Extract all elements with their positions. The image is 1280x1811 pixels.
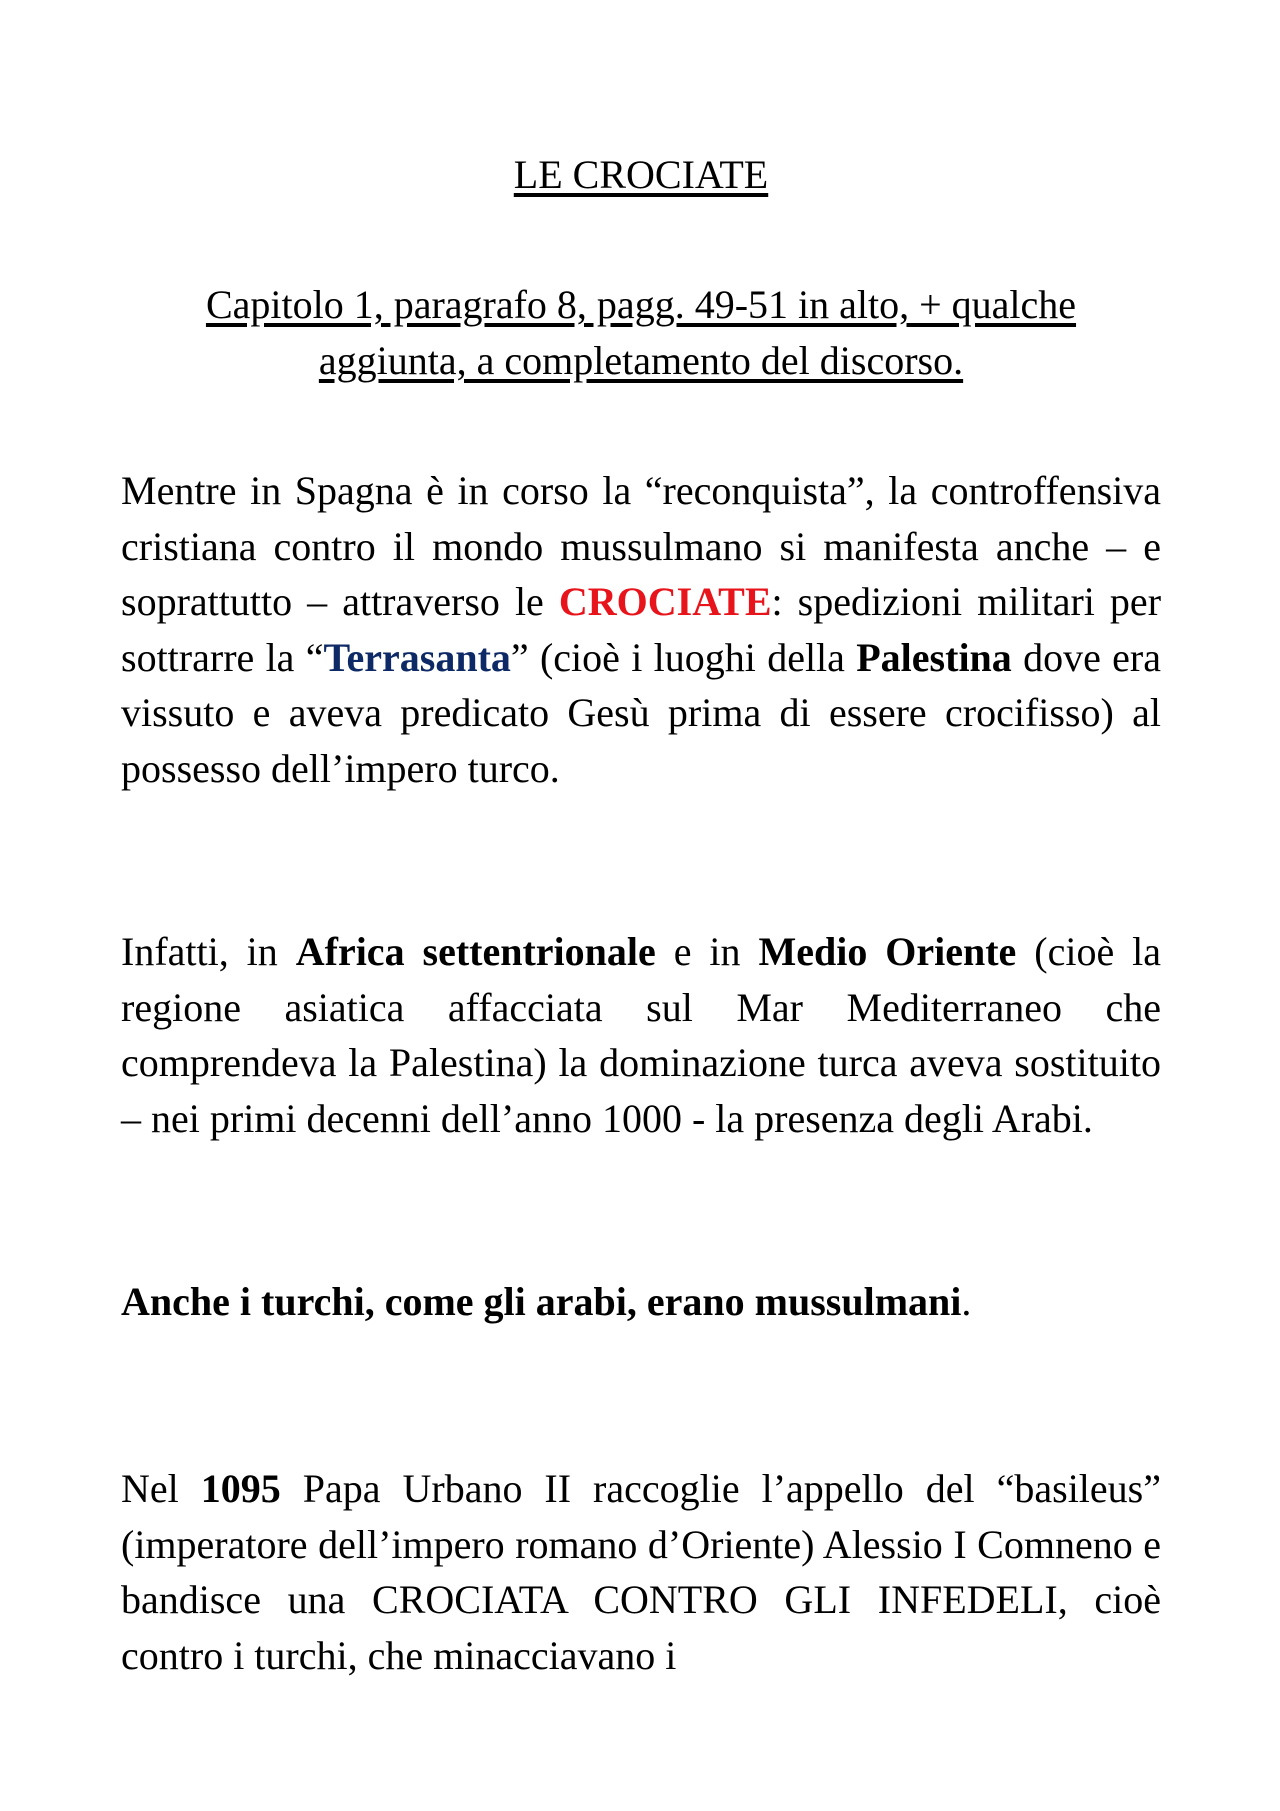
subtitle-line-2: aggiunta, a completamento del discorso. xyxy=(318,338,964,383)
paragraph-text: Infatti, in xyxy=(121,929,296,974)
bold-year-1095: 1095 xyxy=(200,1466,281,1511)
paragraph-text: ” (cioè i luoghi della xyxy=(510,634,857,680)
paragraph-text: Papa Urbano II raccoglie l’appello del “basileus” (imperatore dell’impero romano d’Oriente) Alessio I Comneno e bandisce una CROCIATA CONTRO GLI INFEDELI, cioè contro i turchi, che minacciavano i xyxy=(121,1466,1161,1678)
bold-africa-settentrionale: Africa settentrionale xyxy=(295,929,656,974)
paragraph-dominazione-turca xyxy=(121,924,1161,1146)
paragraph-text: (cioè la regione asiatica affacciata sul Mar Mediterraneo che comprendeva la Palestina) la dominazione turca aveva sostituito – nei primi decenni dell’anno 1000 - la presenza degli Arabi. xyxy=(121,929,1161,1141)
subtitle-line-1: Capitolo 1, paragrafo 8, pagg. 49-51 in alto, + qualche xyxy=(205,282,1077,327)
bold-statement: Anche i turchi, come gli arabi, erano mussulmani xyxy=(121,1279,962,1324)
document-title: LE CROCIATE xyxy=(513,152,769,197)
paragraph-turchi-mussulmani xyxy=(121,1274,1161,1330)
highlight-terrasanta: Terrasanta xyxy=(323,634,511,680)
highlight-crociate: CROCIATE xyxy=(558,579,772,624)
paragraph-text: . xyxy=(961,1279,972,1324)
paragraph-text: Mentre in Spagna è in corso la “reconquista”, la controffensiva cristiana contro il mondo mussulmano si manifesta anche – e soprattutto – attraverso le xyxy=(121,468,1161,624)
paragraph-text: : spedizioni militari per sottrarre la “ xyxy=(121,579,1162,680)
bold-medio-oriente: Medio Oriente xyxy=(758,929,1017,974)
bold-palestina: Palestina xyxy=(856,634,1012,680)
paragraph-text: Nel xyxy=(121,1466,201,1511)
paragraph-text: dove era vissuto e aveva predicato Gesù prima di essere crocifisso) al possesso dell’impero turco. xyxy=(121,634,1161,791)
paragraph-text: e in xyxy=(655,929,759,974)
paragraph-urbano-ii xyxy=(121,1461,1161,1683)
document-subtitle xyxy=(121,277,1161,389)
paragraph-reconquista xyxy=(121,463,1161,796)
